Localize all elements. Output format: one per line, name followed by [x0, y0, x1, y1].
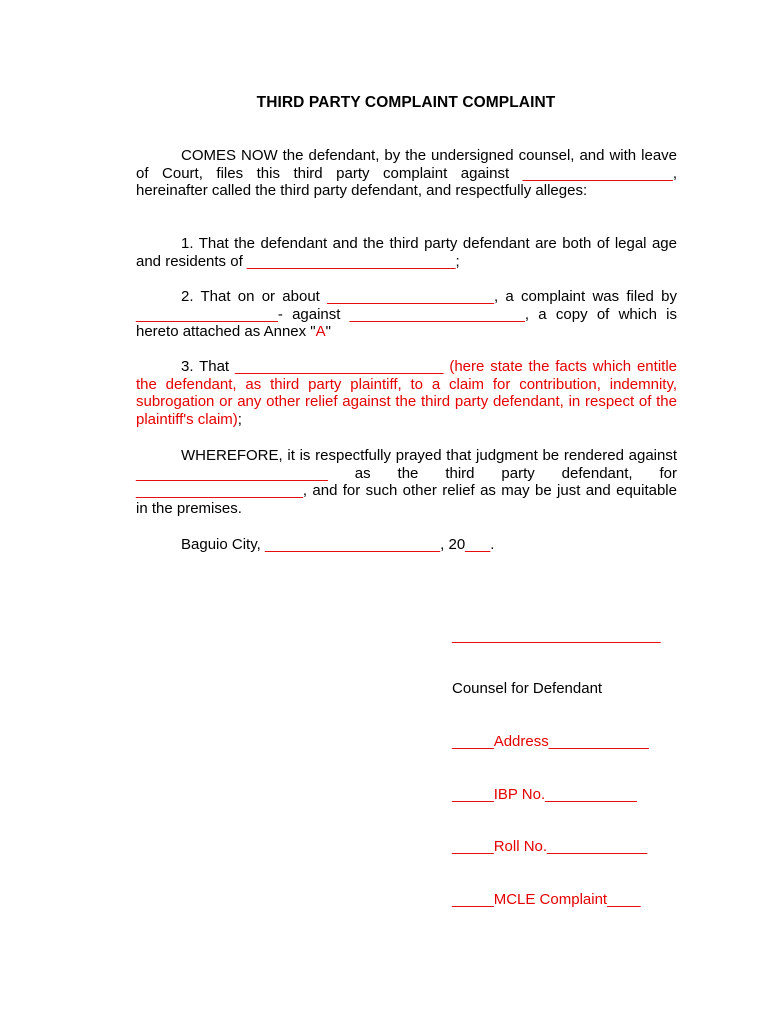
- p2-text-3: - against: [277, 305, 350, 323]
- place-date-line: [136, 536, 677, 554]
- judgment-against-blank: _______________________: [136, 464, 328, 482]
- document-title: THIRD PARTY COMPLAINT COMPLAINT: [256, 94, 556, 111]
- paragraph-2: [136, 288, 677, 341]
- signature-line: _________________________: [452, 627, 661, 645]
- p2-text-2: , a complaint was filed by: [493, 288, 678, 305]
- p2-text-5: ": [325, 323, 331, 340]
- wherefore-text-1: WHEREFORE, it is respectfully prayed that judgment be rendered against: [181, 447, 677, 464]
- intro-text-1: COMES NOW the defendant, by the undersigned counsel, and with leave of Court, files this third party complaint against: [136, 147, 677, 182]
- date-blank: ____________________: [327, 288, 494, 305]
- relief-amount-blank: ____________________: [136, 482, 303, 499]
- place-date-period: .: [490, 536, 495, 553]
- intro-paragraph: [136, 147, 677, 200]
- wherefore-text-3: , and for such other relief as may be just and equitable in the premises.: [136, 482, 677, 517]
- paragraph-3: [136, 358, 677, 428]
- ibp-line: _____IBP No.___________: [452, 785, 637, 803]
- counsel-label: Counsel for Defendant: [452, 679, 603, 697]
- wherefore-paragraph: [136, 447, 677, 517]
- facts-instruction: (here state the facts which entitle the defendant, as third party plaintiff, to a claim for contribution, indemnity, subrogation or any other relief against the third party defendant, in respect of the plaintiff's claim): [136, 358, 677, 428]
- paragraph-1: [136, 235, 677, 270]
- facts-blank: _________________________: [234, 358, 444, 375]
- year-prefix: , 20: [440, 536, 466, 553]
- date-day-blank: _____________________: [264, 536, 441, 553]
- signature-block: [452, 592, 661, 944]
- mcle-line: _____MCLE Complaint____: [452, 891, 641, 909]
- year-blank: ___: [465, 536, 491, 553]
- annex-letter: A: [315, 323, 326, 340]
- p2-text-1: 2. That on or about: [181, 288, 328, 305]
- p3-text-2: ;: [237, 410, 242, 428]
- intro-text-2: , hereinafter called the third party defendant, and respectfully alleges:: [136, 164, 677, 199]
- p1-text-1: 1. That the defendant and the third party defendant are both of legal age and residents of: [136, 235, 677, 270]
- defendant-blank: _____________________: [349, 305, 525, 323]
- address-line: _____Address____________: [452, 732, 649, 750]
- p3-text-1: 3. That: [181, 358, 235, 375]
- p1-text-2: ;: [455, 252, 460, 270]
- roll-line: _____Roll No.____________: [452, 838, 648, 856]
- residence-blank: _________________________: [246, 252, 456, 270]
- p2-text-4: , a copy of which is hereto attached as Annex ": [136, 305, 677, 340]
- plaintiff-blank: _________________: [136, 305, 278, 323]
- place-text: Baguio City,: [181, 536, 265, 553]
- third-party-defendant-blank: __________________: [522, 164, 673, 182]
- wherefore-text-2: as the third party defendant, for: [327, 464, 677, 482]
